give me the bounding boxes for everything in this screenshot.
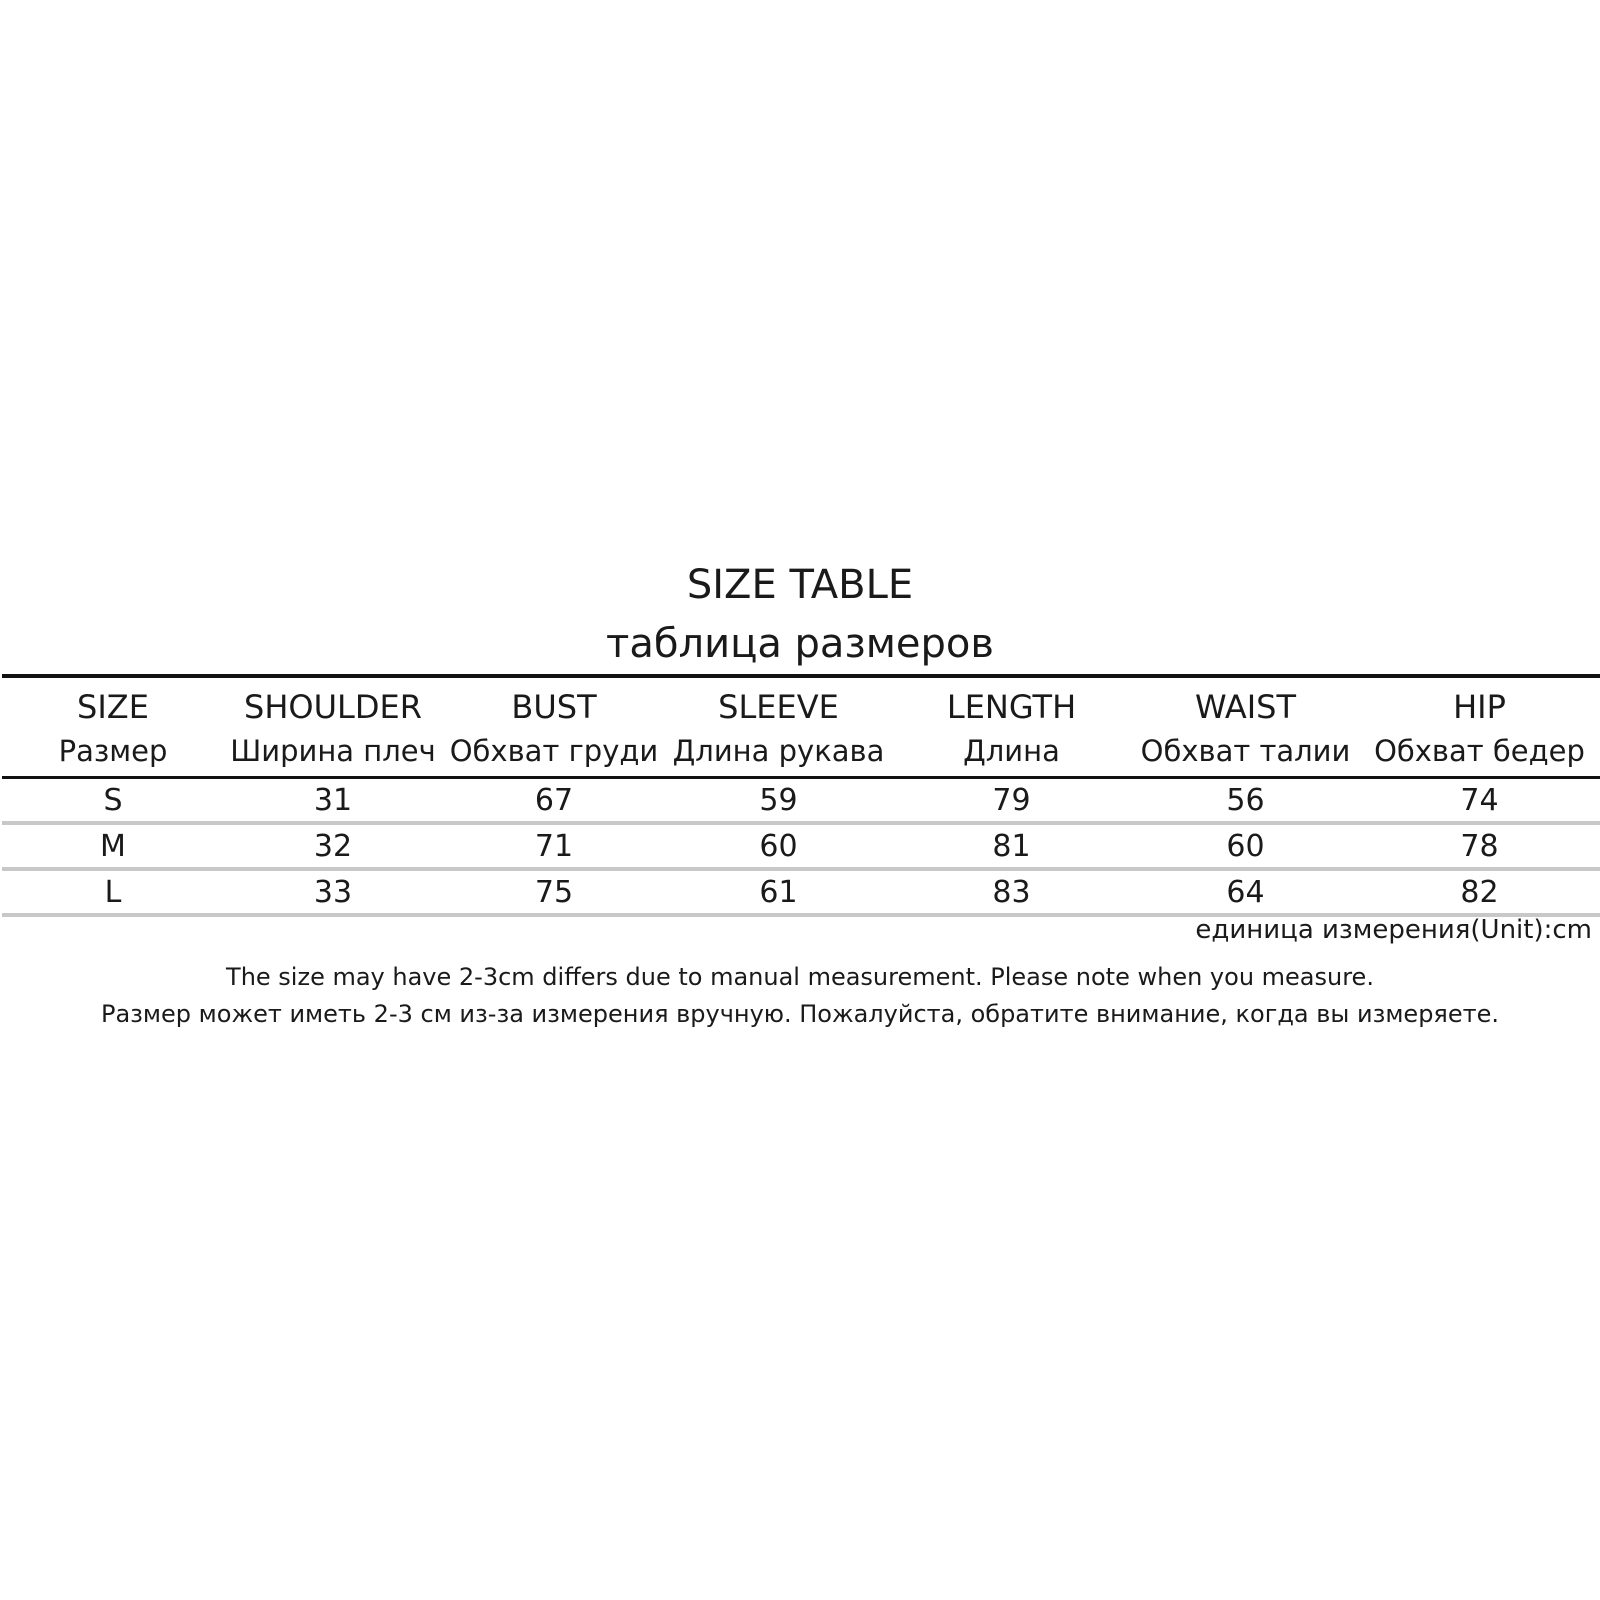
header-row-russian xyxy=(2,728,1600,778)
column-header: SIZE xyxy=(77,688,149,726)
table-cell: 83 xyxy=(992,874,1031,910)
measurement-note-russian: Размер может иметь 2-3 см из-за измерения вручную. Пожалуйста, обратите внимание, когда вы измеряете. xyxy=(100,1000,1500,1028)
column-header: WAIST xyxy=(1194,688,1297,726)
table-cell: 60 xyxy=(1226,828,1265,864)
table-cell: 81 xyxy=(992,828,1031,864)
table-cell: 60 xyxy=(759,828,798,864)
column-header: BUST xyxy=(511,688,597,726)
column-header-russian: Длина рукава xyxy=(672,734,885,768)
unit-note: единица измерения(Unit):cm xyxy=(1195,915,1592,945)
table-cell: 64 xyxy=(1226,874,1265,910)
table-cell: L xyxy=(104,874,122,910)
column-header: HIP xyxy=(1453,688,1506,726)
column-header-russian: Длина xyxy=(963,734,1060,768)
table-row xyxy=(2,823,1600,869)
table-cell: 59 xyxy=(759,782,798,818)
table-cell: 61 xyxy=(759,874,798,910)
column-header-russian: Обхват груди xyxy=(449,734,659,768)
table-cell: 82 xyxy=(1460,874,1499,910)
table-cell: M xyxy=(100,828,126,864)
table-row xyxy=(2,869,1600,915)
table-cell: 78 xyxy=(1460,828,1499,864)
size-table xyxy=(2,674,1600,917)
column-header-russian: Размер xyxy=(58,734,168,768)
table-cell: 79 xyxy=(992,782,1031,818)
column-header-russian: Обхват бедер xyxy=(1374,734,1585,768)
table-cell: 56 xyxy=(1226,782,1265,818)
table-cell: 33 xyxy=(313,874,353,910)
table-cell: 75 xyxy=(534,874,574,910)
column-header: SLEEVE xyxy=(718,688,839,726)
table-cell: 74 xyxy=(1460,782,1499,818)
measurement-note-english: The size may have 2-3cm differs due to manual measurement. Please note when you measure. xyxy=(226,963,1374,991)
table-cell: 67 xyxy=(534,782,574,818)
column-header-russian: Обхват талии xyxy=(1140,734,1351,768)
table-cell: 32 xyxy=(313,828,353,864)
header-row-english xyxy=(2,676,1600,728)
table-cell: 31 xyxy=(313,782,353,818)
column-header: SHOULDER xyxy=(244,688,422,726)
table-row xyxy=(2,778,1600,824)
table-cell: S xyxy=(103,782,123,818)
table-title-russian: таблица размеров xyxy=(606,621,994,667)
table-cell: 71 xyxy=(534,828,574,864)
column-header: LENGTH xyxy=(946,688,1077,726)
column-header-russian: Ширина плеч xyxy=(230,734,436,768)
table-title: SIZE TABLE xyxy=(686,562,914,608)
